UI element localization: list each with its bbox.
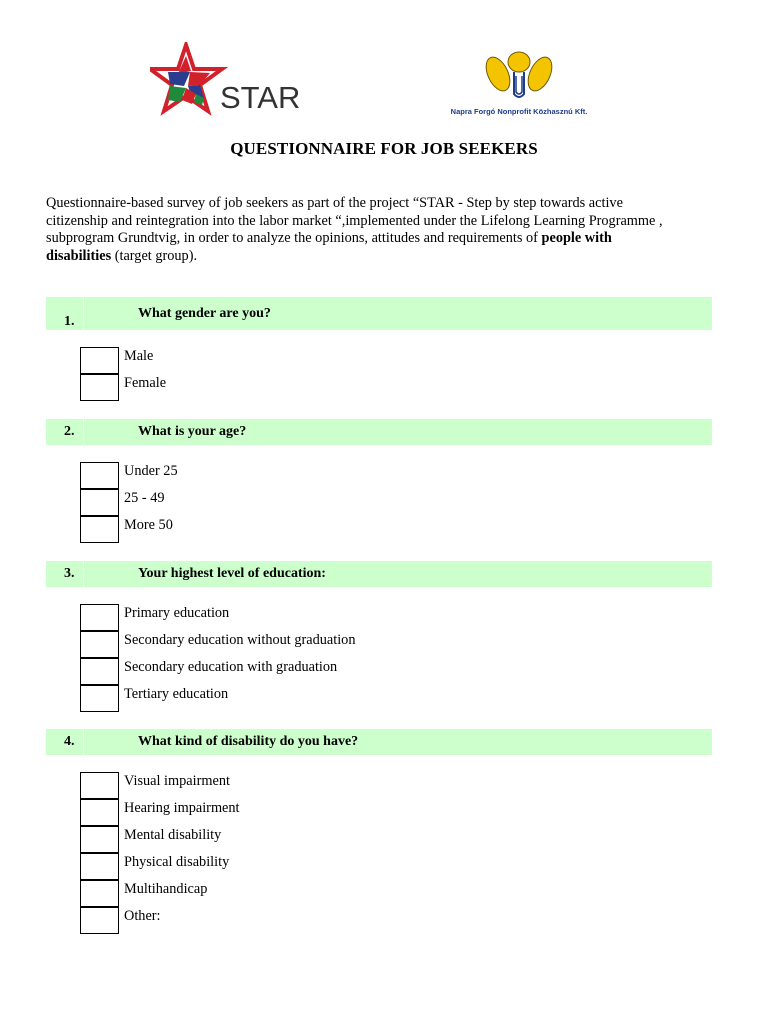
option-label: 25 - 49 [124,490,165,506]
checkbox[interactable] [80,853,119,880]
option-label: Other: [124,908,161,924]
option-label: Secondary education without graduation [124,632,356,648]
option-label: Primary education [124,605,230,621]
checkbox[interactable] [80,516,119,543]
checkbox[interactable] [80,685,119,712]
option-label: Physical disability [124,854,230,870]
question-text: Your highest level of education: [138,566,326,581]
question-header-3 [46,561,712,587]
option-label: More 50 [124,517,173,533]
option-label: Female [124,375,167,391]
question-header-4 [46,729,712,755]
napra-logo-text: Napra Forgó Nonprofit Közhasznú Kft. [450,107,588,116]
checkbox[interactable] [80,347,119,374]
intro-line: Questionnaire-based survey of job seekers as part of the project “STAR - Step by step towards active [46,195,623,211]
question-text: What kind of disability do you have? [138,734,359,749]
checkbox[interactable] [80,631,119,658]
flower-head-icon [508,52,530,72]
star-logo [150,42,320,118]
checkbox[interactable] [80,826,119,853]
page-title: QUESTIONNAIRE FOR JOB SEEKERS [230,139,538,158]
intro-line: subprogram Grundtvig, in order to analyze the opinions, attitudes and requirements of [46,230,542,247]
question-number: 3. [64,566,75,581]
checkbox[interactable] [80,658,119,685]
option-label: Mental disability [124,827,222,843]
checkbox[interactable] [80,462,119,489]
question-text: What gender are you? [138,306,271,321]
intro-line: (target group). [111,247,198,264]
checkbox[interactable] [80,374,119,401]
option-label: Tertiary education [124,686,229,702]
option-label: Male [124,348,154,364]
star-logo-text: STAR [220,80,301,115]
option-label: Multihandicap [124,881,208,897]
option-label: Hearing impairment [124,800,240,816]
checkbox[interactable] [80,907,119,934]
question-text: What is your age? [138,424,247,439]
question-number: 2. [64,424,75,439]
option-label: Secondary education with graduation [124,659,338,675]
question-number: 1. [64,314,75,329]
question-header-2 [46,419,712,445]
checkbox[interactable] [80,880,119,907]
intro-bold: disabilities [46,247,112,264]
intro-bold: people with [541,230,612,247]
question-header-1 [46,297,712,330]
napra-forgo-logo [444,50,594,122]
checkbox[interactable] [80,489,119,516]
intro-paragraph [46,195,726,265]
option-label: Under 25 [124,463,178,479]
option-label: Visual impairment [124,773,230,789]
checkbox[interactable] [80,799,119,826]
checkbox[interactable] [80,772,119,799]
intro-line: citizenship and reintegration into the labor market “,implemented under the Lifelong Learning Programme , [46,212,663,229]
question-number: 4. [64,734,75,749]
checkbox[interactable] [80,604,119,631]
